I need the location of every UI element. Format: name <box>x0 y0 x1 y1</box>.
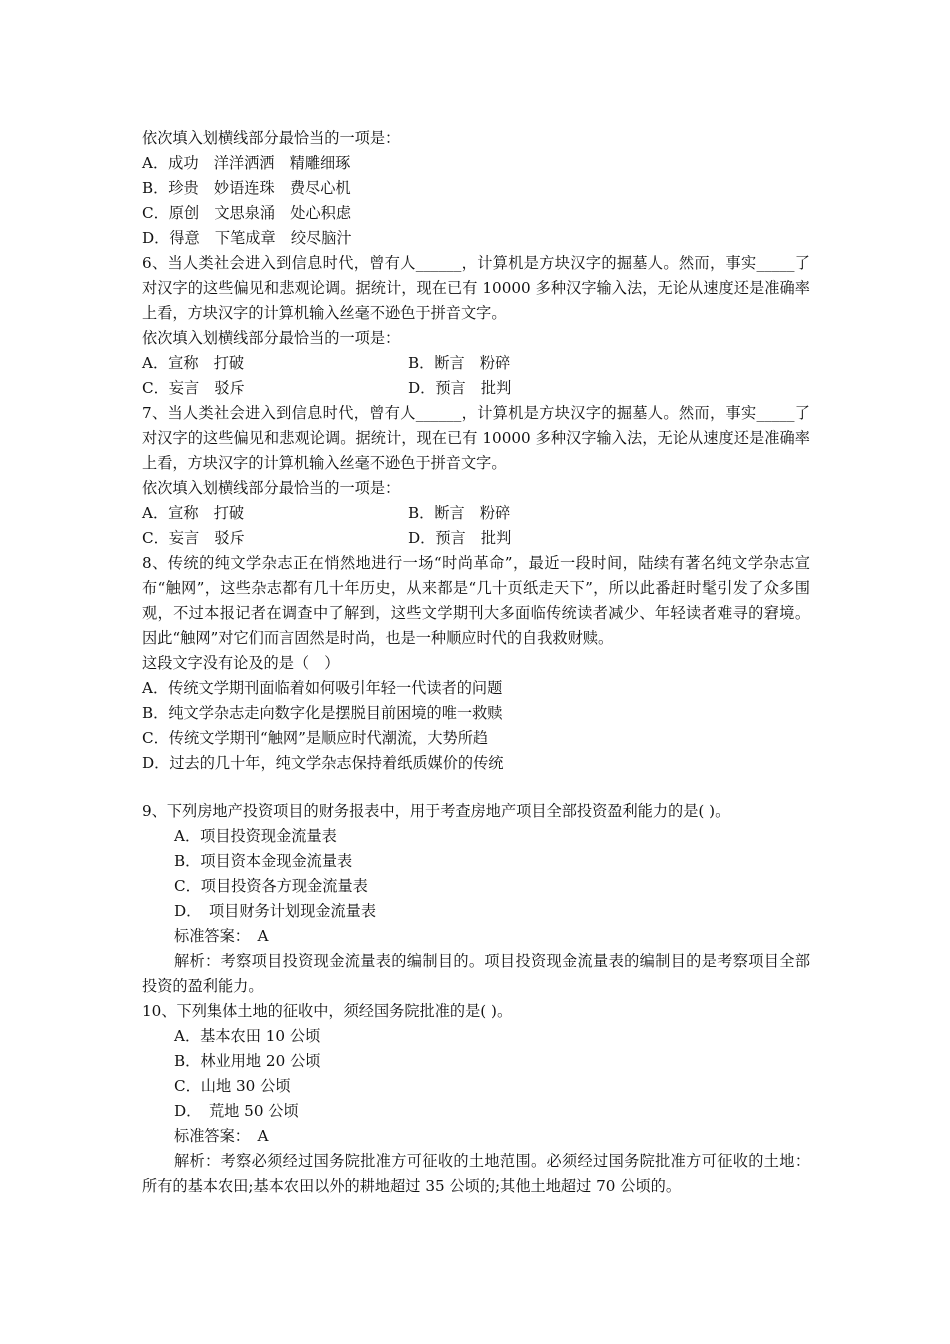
q9-option-c: C．项目投资各方现金流量表 <box>174 877 368 895</box>
q7-stem: 7、当人类社会进入到信息时代，曾有人______，计算机是方块汉字的掘墓人。然而，事实_____了对汉字的这些偏见和悲观论调。据统计，现在已有 10000 多种汉字输入法，无论从速度还是准确率上看，方块汉字的计算机输入丝毫不逊色于拼音文字。 <box>142 404 810 472</box>
q7-options-row-1 <box>142 501 810 526</box>
q9-stem: 9、下列房地产投资项目的财务报表中，用于考查房地产项目全部投资盈利能力的是( )。 <box>142 802 731 820</box>
q5-option-c: C．原创 文思泉涌 处心积虑 <box>142 204 352 222</box>
q7-options-row-2 <box>142 526 810 551</box>
q6-option-b: B．断言 粉碎 <box>408 354 511 372</box>
q6-option-c: C．妄言 驳斥 <box>142 379 245 397</box>
q8-option-c: C．传统文学期刊“触网”是顺应时代潮流，大势所趋 <box>142 729 489 747</box>
q8-option-b: B．纯文学杂志走向数字化是摆脱目前困境的唯一救赎 <box>142 704 503 722</box>
q10-option-c: C．山地 30 公顷 <box>174 1077 291 1095</box>
q9-option-d: D． 项目财务计划现金流量表 <box>174 902 377 920</box>
document-page <box>142 126 810 1199</box>
q9-option-b: B．项目资本金现金流量表 <box>174 852 353 870</box>
q7-option-a: A．宣称 打破 <box>142 504 245 522</box>
q5-option-d: D．得意 下笔成章 绞尽脑汁 <box>142 229 352 247</box>
q9-answer: 标准答案： A <box>174 927 269 945</box>
q10-option-d: D． 荒地 50 公顷 <box>174 1102 299 1120</box>
q10-option-b: B．林业用地 20 公顷 <box>174 1052 321 1070</box>
q10-answer: 标准答案： A <box>174 1127 269 1145</box>
q6-options-row-1 <box>142 351 810 376</box>
q5-option-a: A．成功 洋洋洒洒 精雕细琢 <box>142 154 351 172</box>
q10-option-a: A．基本农田 10 公顷 <box>174 1027 321 1045</box>
q7-prompt: 依次填入划横线部分最恰当的一项是： <box>142 479 401 497</box>
q9-analysis: 解析：考察项目投资现金流量表的编制目的。项目投资现金流量表的编制目的是考察项目全部投资的盈利能力。 <box>142 952 810 995</box>
q8-option-a: A．传统文学期刊面临着如何吸引年轻一代读者的问题 <box>142 679 503 697</box>
q9-option-a: A．项目投资现金流量表 <box>174 827 337 845</box>
q5-prompt: 依次填入划横线部分最恰当的一项是： <box>142 129 401 147</box>
q10-analysis: 解析：考察必须经过国务院批准方可征收的土地范围。必须经过国务院批准方可征收的土地：所有的基本农田;基本农田以外的耕地超过 35 公顷的;其他土地超过 70 公顷的。 <box>142 1152 810 1195</box>
q7-option-c: C．妄言 驳斥 <box>142 529 245 547</box>
q8-option-d: D．过去的几十年，纯文学杂志保持着纸质媒价的传统 <box>142 754 504 772</box>
q5-option-b: B．珍贵 妙语连珠 费尽心机 <box>142 179 351 197</box>
q10-stem: 10、下列集体土地的征收中，须经国务院批准的是( )。 <box>142 1002 513 1020</box>
q7-option-d: D．预言 批判 <box>408 529 512 547</box>
q6-options-row-2 <box>142 376 810 401</box>
q7-option-b: B．断言 粉碎 <box>408 504 511 522</box>
q8-prompt: 这段文字没有论及的是（ ） <box>142 654 340 672</box>
q6-option-a: A．宣称 打破 <box>142 354 245 372</box>
q8-stem: 8、传统的纯文学杂志正在悄然地进行一场“时尚革命”，最近一段时间，陆续有著名纯文学杂志宣布“触网”，这些杂志都有几十年历史，从来都是“几十页纸走天下”，所以此番赶时髦引发了众多围观，不过本报记者在调查中了解到，这些文学期刊大多面临传统读者减少、年轻读者难寻的窘境。因此“触网”对它们而言固然是时尚，也是一种顺应时代的自我救财赎。 <box>142 554 810 647</box>
q6-stem: 6、当人类社会进入到信息时代，曾有人______，计算机是方块汉字的掘墓人。然而，事实_____了对汉字的这些偏见和悲观论调。据统计，现在已有 10000 多种汉字输入法，无论从速度还是准确率上看，方块汉字的计算机输入丝毫不逊色于拼音文字。 <box>142 254 810 322</box>
q6-prompt: 依次填入划横线部分最恰当的一项是： <box>142 329 401 347</box>
q6-option-d: D．预言 批判 <box>408 379 512 397</box>
